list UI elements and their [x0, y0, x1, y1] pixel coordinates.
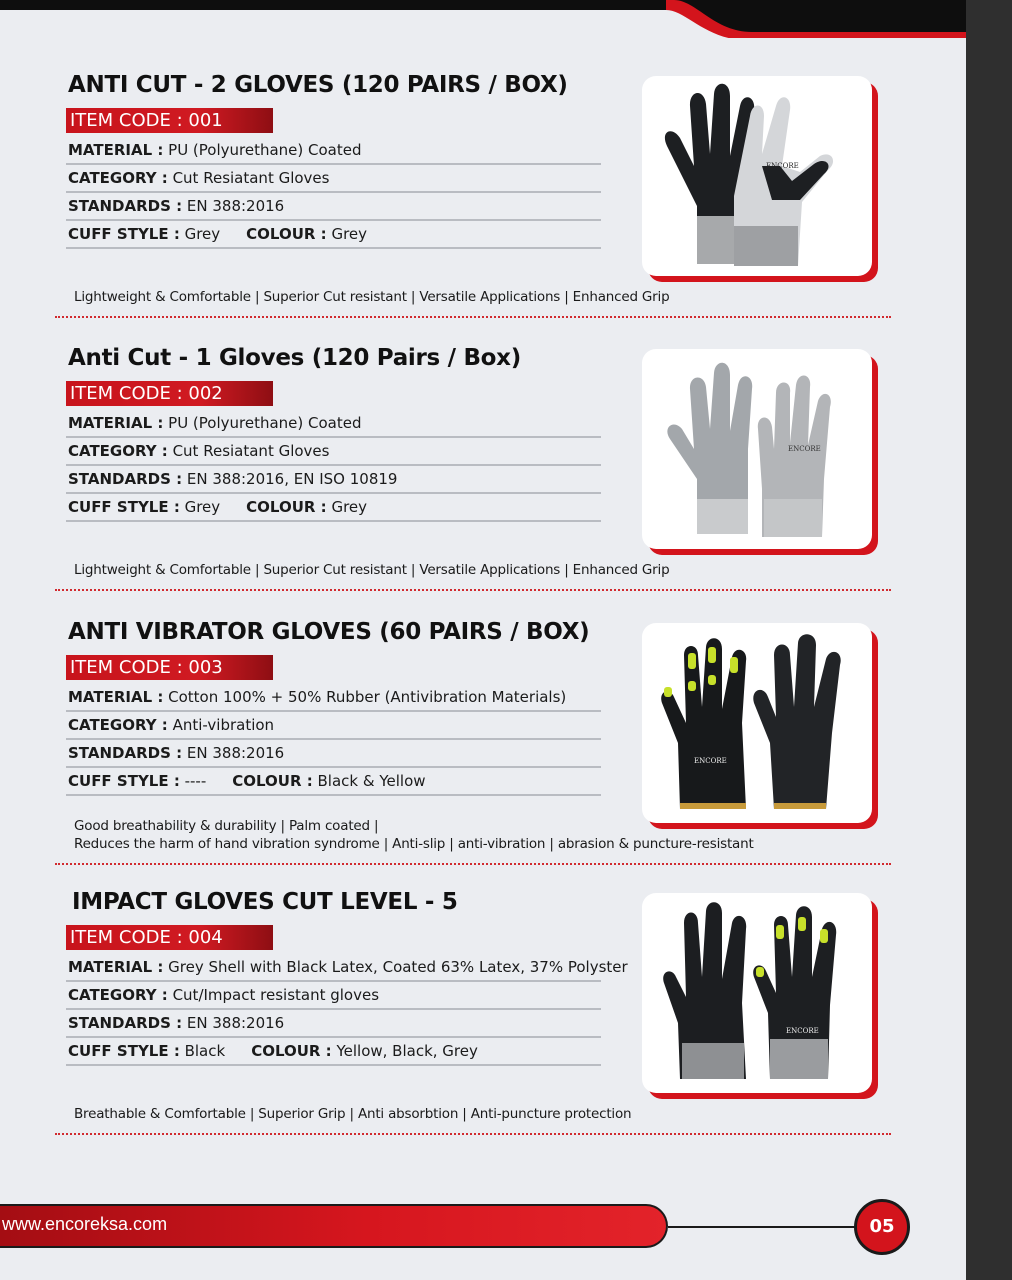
category-label: CATEGORY : — [68, 986, 168, 1004]
material-value: PU (Polyurethane) Coated — [163, 414, 362, 432]
colour-value: Grey — [326, 225, 368, 243]
section-divider — [55, 1133, 891, 1135]
material-value: Grey Shell with Black Latex, Coated 63% Latex, 37% Polyster — [163, 958, 628, 976]
product-title: ANTI VIBRATOR GLOVES (60 PAIRS / BOX) — [68, 619, 590, 645]
glove-image-anticut1 — [642, 349, 872, 549]
material-label: MATERIAL : — [68, 414, 164, 432]
material-row — [66, 954, 628, 982]
cuff-value: ---- — [179, 772, 207, 790]
material-value: Cotton 100% + 50% Rubber (Antivibration Materials) — [163, 688, 567, 706]
cuff-label: CUFF STYLE : — [68, 225, 180, 243]
material-label: MATERIAL : — [68, 958, 164, 976]
features-text — [74, 561, 669, 579]
standards-row — [66, 466, 601, 494]
cuff-colour-row — [66, 768, 601, 796]
colour-value: Grey — [326, 498, 368, 516]
cuff-label: CUFF STYLE : — [68, 1042, 180, 1060]
colour-value: Black & Yellow — [312, 772, 426, 790]
standards-value: EN 388:2016 — [182, 1014, 285, 1032]
standards-value: EN 388:2016 — [182, 744, 285, 762]
category-row — [66, 165, 601, 193]
right-edge-strip — [966, 0, 1012, 1280]
standards-label: STANDARDS : — [68, 744, 183, 762]
glove-brand-label: ENCORE — [766, 162, 799, 170]
product-section-1 — [0, 72, 966, 342]
category-label: CATEGORY : — [68, 169, 168, 187]
product-section-4 — [0, 889, 966, 1159]
cuff-colour-row — [66, 221, 601, 249]
material-row — [66, 410, 601, 438]
standards-row — [66, 740, 601, 768]
item-code-badge: ITEM CODE : 004 — [66, 925, 273, 950]
product-image-frame — [642, 623, 876, 827]
colour-label: COLOUR : — [232, 772, 313, 790]
page-number-badge: 05 — [854, 1199, 910, 1255]
category-value: Anti-vibration — [167, 716, 275, 734]
glove-brand-label: ENCORE — [788, 445, 821, 453]
features-text — [74, 1105, 631, 1123]
product-image-frame — [642, 893, 876, 1097]
product-section-2 — [0, 345, 966, 615]
cuff-colour-row — [66, 494, 601, 522]
colour-value: Yellow, Black, Grey — [331, 1042, 478, 1060]
glove-image-antivibration — [642, 623, 872, 823]
category-label: CATEGORY : — [68, 442, 168, 460]
cuff-value: Black — [179, 1042, 226, 1060]
material-label: MATERIAL : — [68, 688, 164, 706]
category-row — [66, 712, 601, 740]
standards-value: EN 388:2016 — [182, 197, 285, 215]
features-line: Reduces the harm of hand vibration syndrome | Anti-slip | anti-vibration | abrasion & puncture-resistant — [74, 836, 754, 852]
section-divider — [55, 316, 891, 318]
standards-row — [66, 193, 601, 221]
glove-brand-label: ENCORE — [694, 757, 727, 765]
material-label: MATERIAL : — [68, 141, 164, 159]
product-title: IMPACT GLOVES CUT LEVEL - 5 — [72, 889, 458, 915]
features-text — [74, 288, 669, 306]
product-image-frame — [642, 349, 876, 553]
product-title: Anti Cut - 1 Gloves (120 Pairs / Box) — [68, 345, 521, 371]
features-line: Lightweight & Comfortable | Superior Cut resistant | Versatile Applications | Enhanced Grip — [74, 289, 670, 305]
features-line: Breathable & Comfortable | Superior Grip | Anti absorbtion | Anti-puncture protection — [74, 1106, 632, 1122]
item-code-badge: ITEM CODE : 003 — [66, 655, 273, 680]
standards-label: STANDARDS : — [68, 470, 183, 488]
category-value: Cut Resiatant Gloves — [167, 169, 330, 187]
glove-brand-label: ENCORE — [786, 1027, 819, 1035]
material-value: PU (Polyurethane) Coated — [163, 141, 362, 159]
standards-label: STANDARDS : — [68, 197, 183, 215]
standards-value: EN 388:2016, EN ISO 10819 — [182, 470, 398, 488]
material-row — [66, 137, 601, 165]
colour-label: COLOUR : — [246, 225, 327, 243]
category-value: Cut Resiatant Gloves — [167, 442, 330, 460]
product-image-frame — [642, 76, 876, 280]
product-title: ANTI CUT - 2 GLOVES (120 PAIRS / BOX) — [68, 72, 568, 98]
standards-row — [66, 1010, 601, 1038]
section-divider — [55, 863, 891, 865]
category-row — [66, 982, 601, 1010]
footer-line — [668, 1226, 856, 1228]
category-value: Cut/Impact resistant gloves — [167, 986, 380, 1004]
features-line: Lightweight & Comfortable | Superior Cut resistant | Versatile Applications | Enhanced Grip — [74, 562, 670, 578]
cuff-value: Grey — [179, 225, 221, 243]
cuff-label: CUFF STYLE : — [68, 498, 180, 516]
colour-label: COLOUR : — [246, 498, 327, 516]
cuff-label: CUFF STYLE : — [68, 772, 180, 790]
standards-label: STANDARDS : — [68, 1014, 183, 1032]
glove-image-impact — [642, 893, 872, 1093]
category-row — [66, 438, 601, 466]
item-code-badge: ITEM CODE : 001 — [66, 108, 273, 133]
item-code-badge: ITEM CODE : 002 — [66, 381, 273, 406]
product-section-3 — [0, 619, 966, 889]
website-link[interactable]: www.encoreksa.com — [2, 1214, 168, 1234]
category-label: CATEGORY : — [68, 716, 168, 734]
cuff-colour-row — [66, 1038, 601, 1066]
glove-image-anticut2 — [642, 76, 872, 276]
section-divider — [55, 589, 891, 591]
colour-label: COLOUR : — [251, 1042, 332, 1060]
top-corner-tab — [666, 0, 966, 38]
features-line: Good breathability & durability | Palm coated | — [74, 818, 379, 834]
cuff-value: Grey — [179, 498, 221, 516]
material-row — [66, 684, 601, 712]
